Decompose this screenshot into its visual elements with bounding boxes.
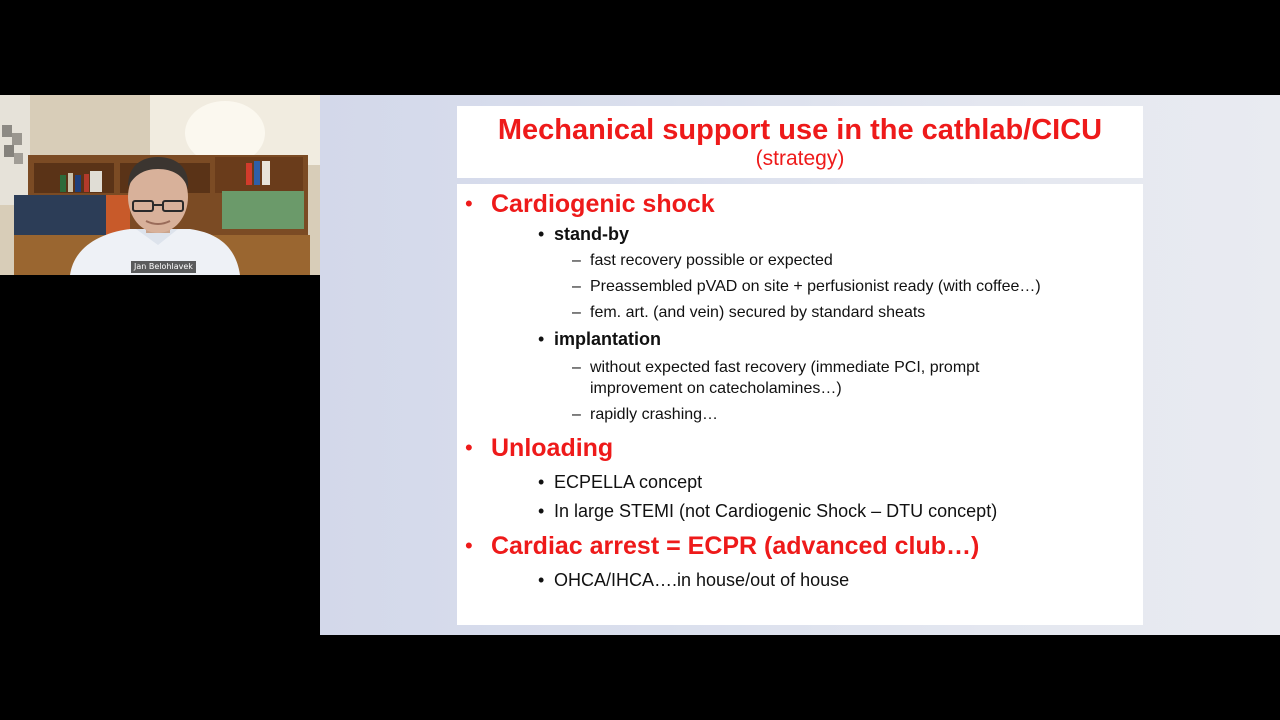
list-item [538,471,703,493]
sub-item [572,276,1041,297]
sub-item [572,302,926,323]
list-item-stand-by [538,223,630,245]
sub-item-text: Preassembled pVAD on site + perfusionist ready (with coffee…) [590,278,1041,295]
presenter-name-label: Jan Belohlavek [131,261,196,273]
bullet-marker: • [465,533,473,558]
sub-item [572,250,833,271]
bullet-marker: • [538,570,545,590]
section-heading-cardiac-arrest [465,531,980,561]
list-item-text: stand-by [554,224,630,244]
sub-item-text: rapidly crashing… [590,406,719,423]
bullet-marker: • [538,472,545,492]
list-item-text: ECPELLA concept [554,472,703,492]
sub-item [572,404,719,425]
list-item-implantation [538,328,661,350]
dash-marker: – [572,278,581,295]
section-heading-cardiogenic-shock [465,189,715,219]
sub-item-continuation [590,378,842,399]
slide-title: Mechanical support use in the cathlab/CICU [497,114,1103,146]
bullet-marker: • [465,191,473,216]
sub-item-text: fem. art. (and vein) secured by standard sheats [590,304,926,321]
sub-item-text: without expected fast recovery (immediate PCI, prompt [590,359,980,376]
dash-marker: – [572,359,581,376]
list-item [538,500,998,522]
list-item-text: OHCA/IHCA….in house/out of house [554,570,850,590]
slide-subtitle: (strategy) [755,147,845,170]
bullet-marker: • [538,224,545,244]
sub-item [572,357,980,378]
presenter-video-tile[interactable] [0,95,320,275]
section-heading-unloading [465,433,614,463]
bullet-marker: • [465,435,473,460]
shared-slide [320,95,1280,635]
section-heading-text: Cardiac arrest = ECPR (advanced club…) [491,532,980,560]
section-heading-text: Unloading [491,434,614,462]
list-item-text: implantation [554,329,661,349]
slide-body [457,184,1143,625]
list-item [538,569,850,591]
dash-marker: – [572,406,581,423]
section-heading-text: Cardiogenic shock [491,190,715,218]
dash-marker: – [572,252,581,269]
slide-title-box [457,106,1143,178]
dash-marker: – [572,304,581,321]
sub-item-text: improvement on catecholamines…) [590,380,842,397]
list-item-text: In large STEMI (not Cardiogenic Shock – DTU concept) [554,501,998,521]
bullet-marker: • [538,329,545,349]
bullet-marker: • [538,501,545,521]
sub-item-text: fast recovery possible or expected [590,252,833,269]
presenter-video-frame [0,95,320,275]
